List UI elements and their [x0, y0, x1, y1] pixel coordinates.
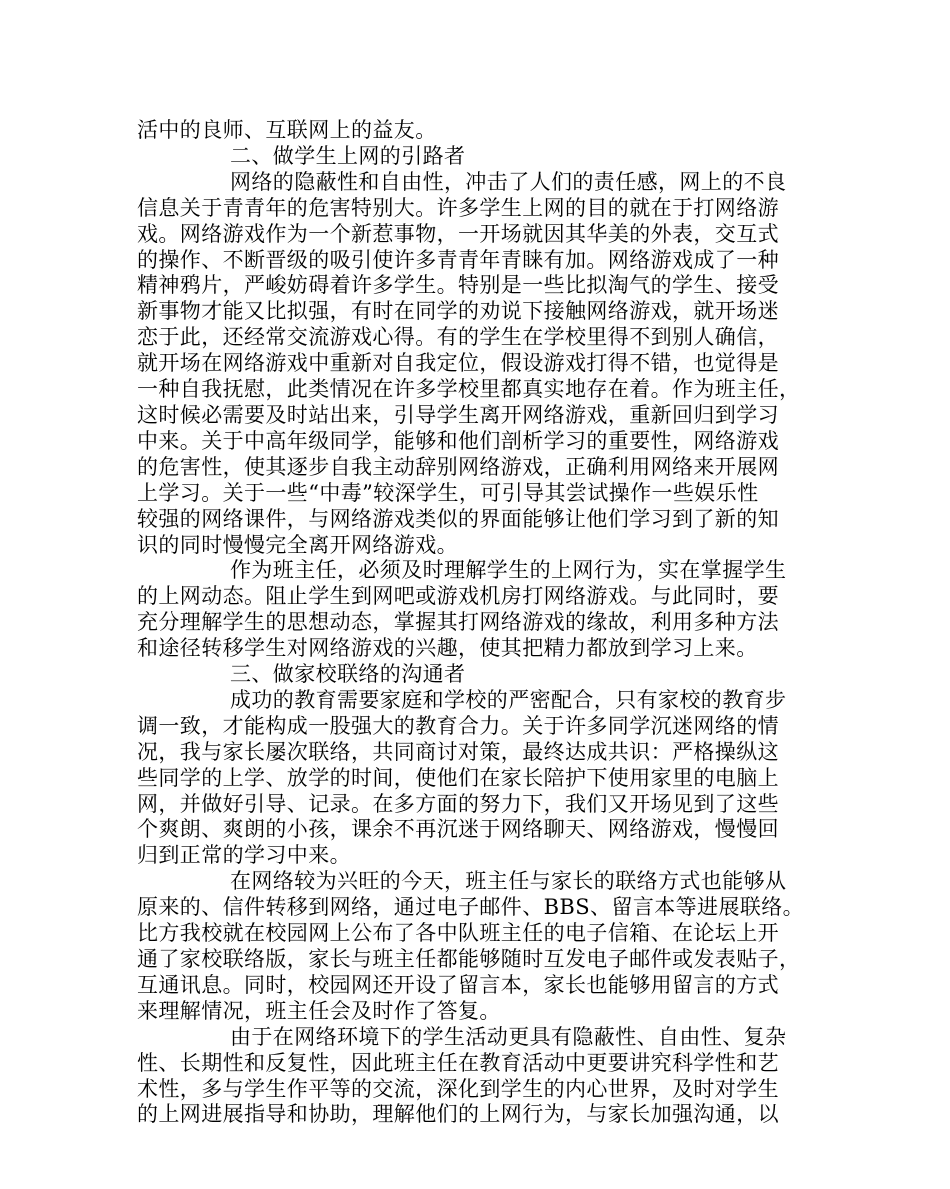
text-line: 活中的良师、互联网上的益友。 — [137, 118, 437, 142]
text-line: 通了家校联络版，家长与班主任都能够随时互发电子邮件或发表贴子， — [137, 947, 801, 971]
text-line: 术性，多与学生作平等的交流，深化到学生的内心世界，及时对学生 — [137, 1076, 779, 1101]
text-line: 新事物才能又比拟强，有时在同学的劝说下接触网络游戏，就开场迷 — [137, 299, 779, 324]
text-line: 的上网动态。阻止学生到网吧或游戏机房打网络游戏。与此同时，要 — [137, 584, 779, 609]
text-line: 信息关于青青年的危害特别大。许多学生上网的目的就在于打网络游 — [137, 195, 779, 220]
text-line: 充分理解学生的思想动态，掌握其打网络游戏的缘故，利用多种方法 — [137, 610, 779, 635]
document-body — [137, 118, 822, 1128]
text-line: 上学习。关于一些“中毒”较深学生，可引导其尝试操作一些娱乐性 — [137, 480, 759, 505]
text-line: 性、长期性和反复性，因此班主任在教育活动中更要讲究科学性和艺 — [137, 1050, 779, 1075]
text-line: 二、做学生上网的引路者 — [230, 143, 466, 168]
text-line: 归到正常的学习中来。 — [137, 843, 351, 868]
text-line: 的上网进展指导和协助，理解他们的上网行为，与家长加强沟通，以 — [137, 1102, 779, 1127]
text-line: 恋于此，还经常交流游戏心得。有的学生在学校里得不到别人确信， — [137, 325, 779, 350]
text-line: 的危害性，使其逐步自我主动辞别网络游戏，正确利用网络来开展网 — [137, 454, 779, 479]
text-line: 互通讯息。同时，校园网还开设了留言本，家长也能够用留言的方式 — [137, 972, 779, 997]
text-line: 就开场在网络游戏中重新对自我定位，假设游戏打得不错，也觉得是 — [137, 351, 779, 376]
text-line: 作为班主任，必须及时理解学生的上网行为，实在掌握学生 — [230, 558, 787, 583]
text-line: 成功的教育需要家庭和学校的严密配合，只有家校的教育步 — [230, 687, 787, 712]
text-line: 的操作、不断晋级的吸引使许多青青年青睐有加。网络游戏成了一种 — [137, 247, 779, 272]
text-line: 戏。网络游戏作为一个新惹事物，一开场就因其华美的外表，交互式 — [137, 221, 779, 246]
text-line: 网，并做好引导、记录。在多方面的努力下，我们又开场见到了这些 — [137, 791, 779, 816]
text-line: 较强的网络课件，与网络游戏类似的界面能够让他们学习到了新的知 — [137, 506, 779, 531]
text-line: 网络的隐蔽性和自由性，冲击了人们的责任感，网上的不良 — [230, 169, 787, 194]
text-line: 在网络较为兴旺的今天，班主任与家长的联络方式也能够从 — [230, 869, 787, 894]
text-line: 识的同时慢慢完全离开网络游戏。 — [137, 532, 458, 557]
text-line: 三、做家校联络的沟通者 — [230, 662, 466, 687]
text-line: 原来的、信件转移到网络，通过电子邮件、BBS、留言本等进展联络。 — [137, 895, 805, 920]
text-line: 些同学的上学、放学的时间，使他们在家长陪护下使用家里的电脑上 — [137, 765, 779, 790]
text-line: 由于在网络环境下的学生活动更具有隐蔽性、自由性、复杂 — [230, 1024, 787, 1049]
text-line: 况，我与家长屡次联络，共同商讨对策，最终达成共识：严格操纵这 — [137, 739, 779, 764]
text-line: 个爽朗、爽朗的小孩，课余不再沉迷于网络聊天、网络游戏，慢慢回 — [137, 817, 779, 842]
text-line: 比方我校就在校园网上公布了各中队班主任的电子信箱、在论坛上开 — [137, 921, 779, 946]
text-line: 一种自我抚慰，此类情况在许多学校里都真实地存在着。作为班主任， — [137, 377, 801, 402]
text-line: 这时候必需要及时站出来，引导学生离开网络游戏，重新回归到学习 — [137, 402, 779, 427]
text-line: 和途径转移学生对网络游戏的兴趣，使其把精力都放到学习上来。 — [137, 636, 758, 661]
text-line: 中来。关于中高年级同学，能够和他们剖析学习的重要性，网络游戏 — [137, 428, 779, 453]
text-line: 精神鸦片，严峻妨碍着许多学生。特别是一些比拟淘气的学生、接受 — [137, 273, 779, 298]
text-line: 来理解情况，班主任会及时作了答复。 — [137, 998, 501, 1023]
text-line: 调一致，才能构成一股强大的教育合力。关于许多同学沉迷网络的情 — [137, 713, 779, 738]
